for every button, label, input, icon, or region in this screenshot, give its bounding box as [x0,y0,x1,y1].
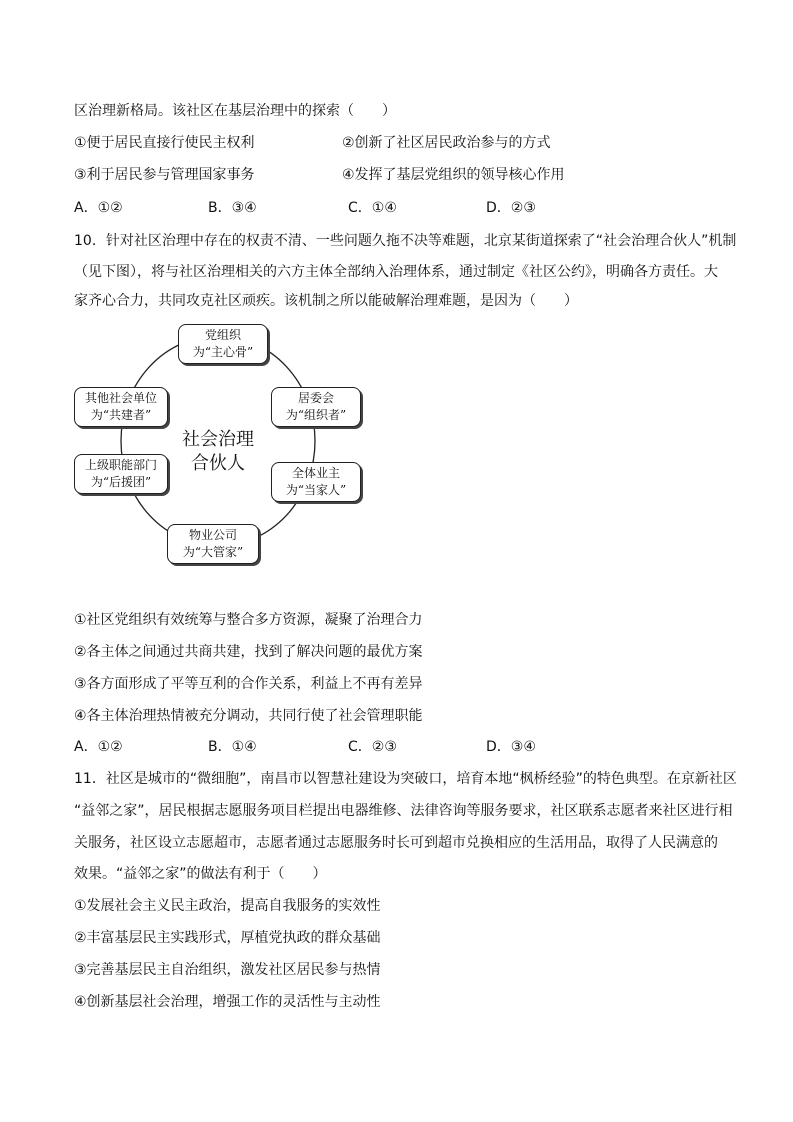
node-title: 物业公司 [188,528,237,542]
node-title: 居委会 [297,391,334,405]
partner-diagram [60,318,380,568]
node-role: 为“大管家” [182,545,244,559]
node-role: 为“当家人” [285,483,347,497]
node-title: 其他社会单位 [84,391,157,405]
node-all-owners [271,462,361,502]
q10-stem-line-1: 10．针对社区治理中存在的权责不清、一些问题久拖不决等难题，北京某街道探索了“社会治理合伙人”机制 [74,233,737,249]
node-superior-departments [74,454,168,494]
q11-statement-3: ③完善基层民主自治组织，激发社区居民参与热情 [74,962,381,978]
q9-stem-tail: 区治理新格局。该社区在基层治理中的探索（ ） [74,103,396,119]
q10-statement-1: ①社区党组织有效统筹与整合多方资源，凝聚了治理合力 [74,612,423,628]
q11-statement-4: ④创新基层社会治理，增强工作的灵活性与主动性 [74,994,381,1010]
q10-stem-line-3: 家齐心合力，共同攻克社区顽疾。该机制之所以能破解治理难题，是因为（ ） [74,293,578,309]
node-role: 为“共建者” [90,408,152,422]
node-residents-committee [271,387,361,427]
node-title: 全体业主 [291,466,340,480]
q11-stem-line-4: 效果。“益邻之家”的做法有利于（ ） [74,866,327,882]
q11-statement-2: ②丰富基层民主实践形式，厚植党执政的群众基础 [74,930,381,946]
q9-statement-2: ②创新了社区居民政治参与的方式 [342,135,551,151]
q9-option-a[interactable]: A．①② [74,200,123,216]
node-title: 上级职能部门 [84,458,157,472]
q10-option-c[interactable]: C．②③ [348,739,397,755]
q11-stem-line-2: “益邻之家”，居民根据志愿服务项目栏提出电器维修、法律咨询等服务要求，社区联系志愿者来社区进行相 [74,803,733,819]
q10-option-a[interactable]: A．①② [74,739,123,755]
node-role: 为“后援团” [90,475,152,489]
node-other-social-units [74,387,168,427]
q9-statement-1: ①便于居民直接行使民主权利 [74,135,255,151]
q11-stem-line-1: 11．社区是城市的“微细胞”，南昌市以智慧社建设为突破口，培育本地“枫桥经验”的特色典型。在京新社区 [74,771,737,787]
node-title: 党组织 [204,328,241,342]
q10-option-b[interactable]: B．①④ [208,739,257,755]
q10-statement-2: ②各主体之间通过共商共建，找到了解决问题的最优方案 [74,644,423,660]
diagram-center-line-2: 合伙人 [191,453,245,474]
q9-option-d[interactable]: D．②③ [486,200,536,216]
q9-option-b[interactable]: B．③④ [208,200,257,216]
q11-stem-line-3: 关服务，社区设立志愿超市，志愿者通过志愿服务时长可到超市兑换相应的生活用品，取得了人民满意的 [74,835,718,851]
q11-statement-1: ①发展社会主义民主政治，提高自我服务的实效性 [74,898,381,914]
diagram-center-label [163,428,273,476]
q9-statement-3: ③利于居民参与管理国家事务 [74,167,255,183]
q9-option-c[interactable]: C．①④ [348,200,397,216]
q9-statement-4: ④发挥了基层党组织的领导核心作用 [342,167,565,183]
node-property-company [167,524,259,564]
node-role: 为“组织者” [285,408,347,422]
q10-stem-line-2: （见下图），将与社区治理相关的六方主体全部纳入治理体系，通过制定《社区公约》，明确各方责任。大 [74,264,718,280]
q10-option-d[interactable]: D．③④ [486,739,536,755]
q10-statement-3: ③各方面形成了平等互利的合作关系，利益上不再有差异 [74,676,423,692]
diagram-center-line-1: 社会治理 [182,429,254,450]
node-role: 为“主心骨” [192,345,254,359]
q10-statement-4: ④各主体治理热情被充分调动，共同行使了社会管理职能 [74,708,423,724]
node-party-organization [178,324,268,364]
